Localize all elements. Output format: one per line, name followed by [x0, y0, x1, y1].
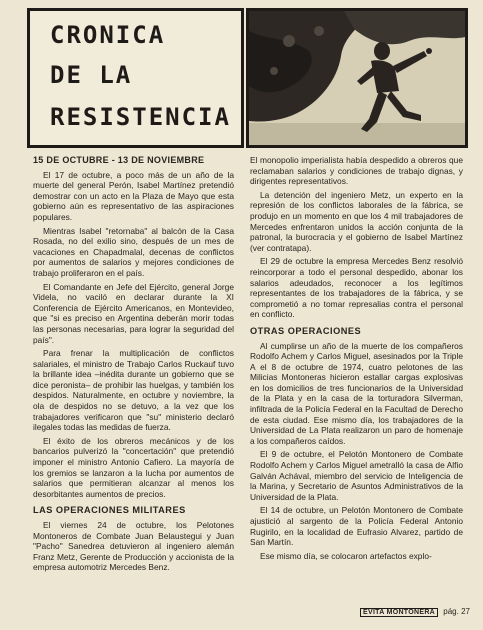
title-box [27, 8, 244, 148]
page-footer [360, 607, 470, 617]
section-heading: LAS OPERACIONES MILITARES [33, 505, 186, 516]
paragraph: El monopolio imperialista había despedido a obreros que reclamaban salarios y condiciones de trabajo dignas, y dirigentes representativos. [250, 155, 463, 187]
paragraph: El viernes 24 de octubre, los Pelotones Montoneros de Combate Juan Belaustegui y Juan "Pacho" Sanedrea detuvieron al ingeniero alemán Franz Metz, Gerente de Producción y accionista de la empresa automotriz Mercedes Benz. [33, 520, 234, 573]
page-number: pág. 27 [443, 607, 470, 616]
left-column [33, 155, 234, 576]
dateline: 15 DE OCTUBRE - 13 DE NOVIEMBRE [33, 155, 205, 165]
magazine-logo: EVITA MONTONERA [360, 608, 438, 617]
title-line-2: DE LA [50, 61, 133, 89]
paragraph: El Comandante en Jefe del Ejército, general Jorge Videla, no vaciló en declarar durante la XI Conferencia de Ejército Americanos, en Montevideo, que "si es preciso en Argentina deberán morir todas las personas necesarias, para lograr la seguridad del país". [33, 281, 234, 345]
title-line-3: RESISTENCIA [50, 103, 231, 131]
paragraph: El 29 de octubre la empresa Mercedes Benz resolvió reincorporar a todo el personal despedido, abonar los salarios adeudados, reconocer a los legítimos representantes de los trabajadores de la fábrica, y se comprometió a no tomar represalias contra el personal en conflicto. [250, 256, 463, 320]
paragraph: El éxito de los obreros mecánicos y de los bancarios pulverizó la "concertación" que pretendió imponer el ministro Antonio Cafiero. La mayoría de los gremios se lanzaron a la lucha por aumentos de salarios que permitieran alcanzar al menos los desorbitantes aumentos de precios. [33, 435, 234, 499]
paragraph: La detención del ingeniero Metz, un experto en la represión de los conflictos laborales de la fábrica, se produjo en un momento en que los 4 mil trabajadores de Mercedes enfrentaron unidos la acción conjunta de la patronal, la burocracia y el gobierno de Isabel Martínez (ver contratapa). [250, 189, 463, 253]
title-line-1: CRONICA [50, 21, 166, 49]
paragraph: El 14 de octubre, un Pelotón Montonero de Combate ajustició al sargento de la Policía Federal Antonio Rugirilo, en la localidad de Eufrasio Alvarez, partido de San Martín. [250, 505, 463, 548]
paragraph: El 9 de octubre, el Pelotón Montonero de Combate Rodolfo Achem y Carlos Miguel ametralló la casa de Alfio Galván Achával, miembro del servicio de Inteligencia de la Marina, y Secretario de Asuntos Administrativos de la Universidad de la Plata. [250, 449, 463, 502]
paragraph: Mientras Isabel "retornaba" al balcón de la Casa Rosada, no del exilio sino, después de un mes de vacaciones en Chapadmalal, decenas de conflictos por aumentos de salarios y mejores condiciones de trabajo proliferaron en el país. [33, 225, 234, 278]
paragraph: Para frenar la multiplicación de conflictos salariales, el ministro de Trabajo Carlos Ruckauf tuvo la brillante idea –inédita durante un gobierno que se dice peronista– de prohibir las huelgas, y también los despidos. Naturalmente, en octubre y noviembre, la ola de despidos no se detuvo, a la vez que los trabajadores verificaron que "su" ministerio declaró ilegales todas las medidas de fuerza. [33, 348, 234, 433]
protester-throwing-photo [246, 8, 468, 148]
paragraph: Al cumplirse un año de la muerte de los compañeros Rodolfo Achem y Carlos Miguel, asesinados por la Triple A el 8 de octubre de 1974, cuatro pelotones de las Milicias Montoneras hicieron estallar cargas explosivas en los domicilios de tres funcionarios de la Universidad de la Plata y en la casa de la torturadora Silverman, infiltrada de la Policía Federal en la Facultad de Derecho de esta ciudad. Ese mismo día, los trabajadores de la Universidad de La Plata realizaron un paro de homenaje a los compañeros caídos. [250, 340, 463, 446]
right-column [250, 155, 463, 564]
paragraph: El 17 de octubre, a poco más de un año de la muerte del general Perón, Isabel Martínez pretendió demostrar con un acto en la Plaza de Mayo que esta gobierno aún es representativo de las aspiraciones populares. [33, 169, 234, 222]
paragraph: Ese mismo día, se colocaron artefactos explo- [260, 550, 432, 561]
section-heading: OTRAS OPERACIONES [250, 325, 362, 336]
photo-illustration [249, 11, 465, 145]
